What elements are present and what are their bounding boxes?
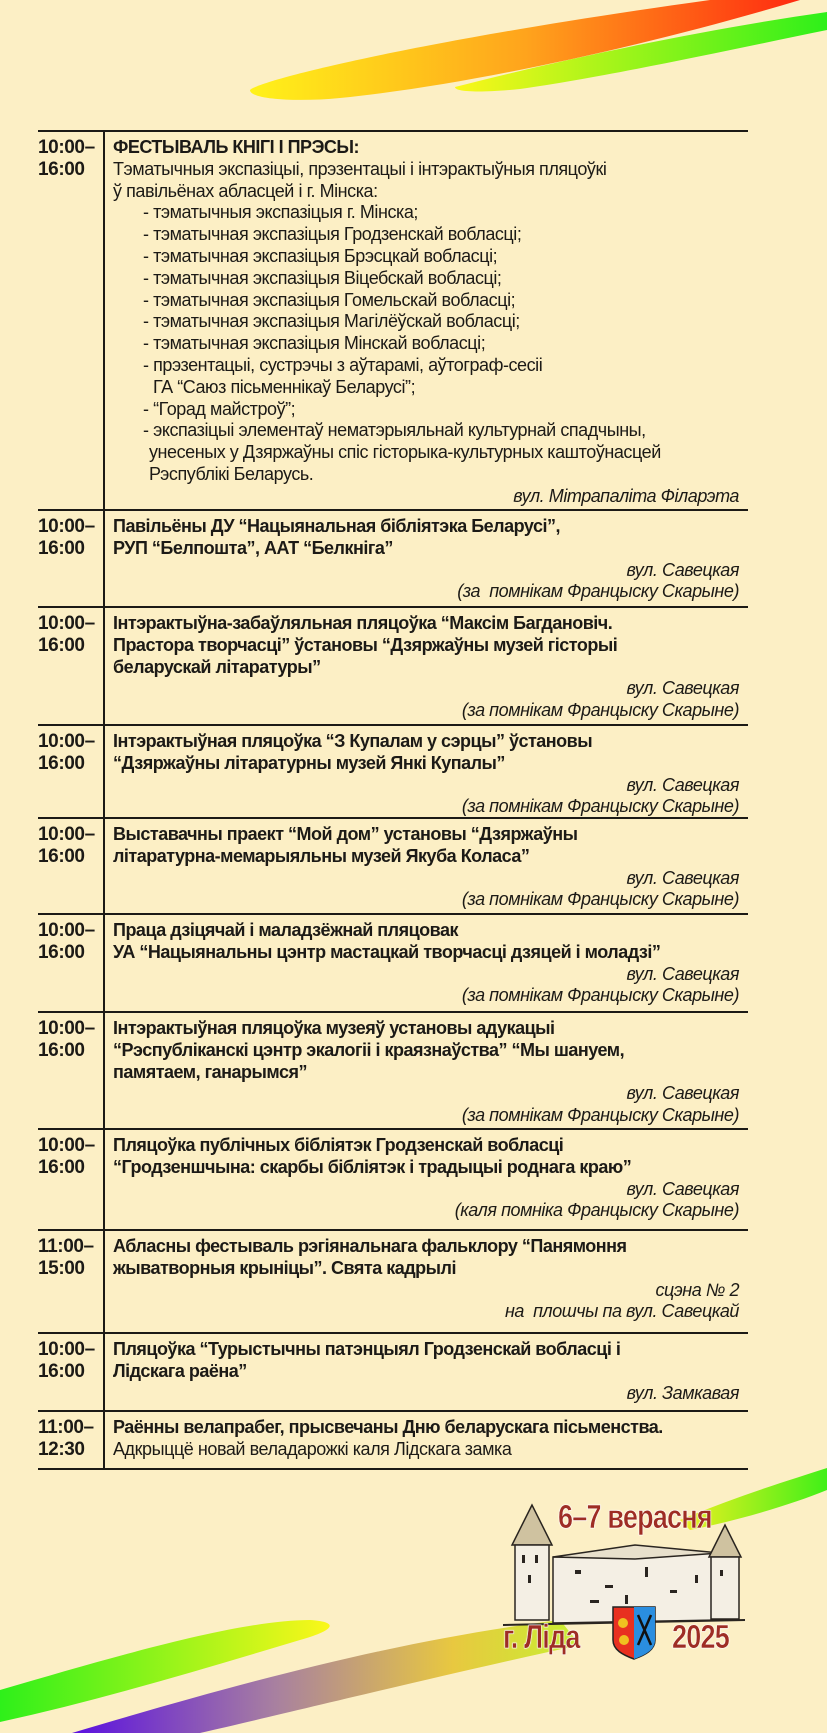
event-title-line: “Дзяржаўны літаратурны музей Янкі Купалы” xyxy=(113,752,505,773)
event-location: на плошчы па вул. Савецкай xyxy=(504,1301,739,1322)
event-heading: ФЕСТЫВАЛЬ КНІГІ І ПРЭСЫ: xyxy=(113,137,359,157)
event-list-item: - тэматычныя экспазіцыя г. Мінска; xyxy=(143,202,418,223)
event-location: (за помнікам Францыску Скарыне) xyxy=(461,1105,739,1126)
event-title-line: жыватворныя крыніцы”. Свята кадрылі xyxy=(113,1257,456,1278)
event-list-item: - тэматычная экспазіцыя Мінскай вобласці; xyxy=(143,333,486,354)
event-title-line: РУП “Белпошта”, ААТ “Белкніга” xyxy=(113,537,393,558)
event-details xyxy=(104,1135,748,1225)
event-list-item: - прэзентацыі, сустрэчы з аўтарамі, аўтограф-сесіі xyxy=(143,354,543,375)
event-location: (за помнікам Францыску Скарыне) xyxy=(461,889,739,910)
event-location: (каля помніка Францыску Скарыне) xyxy=(454,1200,739,1221)
festival-dates: 6–7 верасня xyxy=(558,1498,712,1535)
event-list-item-continuation: унесеных у Дзяржаўны спіс гісторыка-культурных каштоўнасцей xyxy=(149,442,661,463)
start-time: 10:00– xyxy=(38,137,95,158)
event-time xyxy=(38,516,104,602)
end-time: 16:00 xyxy=(38,942,85,963)
event-details xyxy=(104,516,748,602)
end-time: 16:00 xyxy=(38,753,85,774)
event-location: вул. Мітрапаліта Філарэта xyxy=(513,485,739,506)
event-list-item-continuation: ГА “Саюз пісьменнікаў Беларусі”; xyxy=(153,376,416,397)
end-time: 16:00 xyxy=(38,846,85,867)
event-title-line: Інтэрактыўная пляцоўка музеяў установы адукацыі xyxy=(113,1018,555,1038)
event-details xyxy=(104,824,748,909)
event-row xyxy=(38,1334,748,1412)
start-time: 10:00– xyxy=(38,1018,95,1039)
event-row xyxy=(38,608,748,726)
event-location: вул. Савецкая xyxy=(626,867,739,888)
event-description-line: ў павільёнах абласцей і г. Мінска: xyxy=(113,180,378,201)
event-details xyxy=(104,1339,748,1406)
event-time xyxy=(38,137,104,505)
end-time: 16:00 xyxy=(38,159,85,180)
event-location: вул. Савецкая xyxy=(626,1083,739,1104)
event-time xyxy=(38,1236,104,1328)
event-title-line: “Гродзеншчына: скарбы бібліятэк і традыцыі роднага краю” xyxy=(113,1156,632,1177)
event-row xyxy=(38,132,748,511)
event-list-item: - тэматычная экспазіцыя Гомельскай вобласці; xyxy=(143,289,516,310)
event-row xyxy=(38,819,748,915)
event-details xyxy=(104,920,748,1007)
event-time xyxy=(38,920,104,1007)
end-time: 16:00 xyxy=(38,635,85,656)
end-time: 15:00 xyxy=(38,1258,85,1279)
event-title-line: Лідскага раёна” xyxy=(113,1360,247,1381)
event-list-item: - тэматычная экспазіцыя Магілёўскай вобласці; xyxy=(143,311,520,332)
event-row xyxy=(38,726,748,819)
event-schedule xyxy=(38,130,748,1470)
event-time xyxy=(38,1018,104,1124)
event-details xyxy=(104,1417,748,1464)
event-location: вул. Савецкая xyxy=(626,1178,739,1199)
end-time: 12:30 xyxy=(38,1439,85,1460)
event-title-line: “Рэспубліканскі цэнтр экалогіі і краязнаўства” “Мы шануем, xyxy=(113,1039,625,1060)
event-list-item: - тэматычная экспазіцыя Гродзенскай вобласці; xyxy=(143,224,522,245)
event-time xyxy=(38,824,104,909)
event-location: вул. Савецкая xyxy=(626,678,739,699)
event-title-line: літаратурна-мемарыяльны музей Якуба Коласа” xyxy=(113,845,530,866)
event-title-line: Абласны фестываль рэгіянальнага фальклору “Панямоння xyxy=(113,1236,627,1256)
event-time xyxy=(38,731,104,813)
event-location: вул. Савецкая xyxy=(626,559,739,580)
end-time: 16:00 xyxy=(38,538,85,559)
event-location: (за помнікам Францыску Скарыне) xyxy=(461,796,739,817)
festival-city: г. Ліда xyxy=(503,1618,580,1655)
end-time: 16:00 xyxy=(38,1157,85,1178)
event-details xyxy=(104,137,748,505)
event-list-item: - тэматычная экспазіцыя Віцебскай вобласці; xyxy=(143,267,502,288)
event-list-item: - тэматычная экспазіцыя Брэсцкай вобласці; xyxy=(143,245,498,266)
start-time: 10:00– xyxy=(38,613,95,634)
festival-logo xyxy=(495,1495,755,1665)
event-title-line: Пляцоўка “Турыстычны патэнцыял Гродзенскай вобласці і xyxy=(113,1339,621,1359)
event-location: (за помнікам Францыску Скарыне) xyxy=(461,700,739,721)
start-time: 11:00– xyxy=(38,1236,94,1257)
event-row xyxy=(38,1231,748,1334)
event-location: вул. Замкавая xyxy=(626,1382,739,1403)
event-list-item: - “Горад майстроў”; xyxy=(143,398,296,419)
event-title-line: Прастора творчасці” ўстановы “Дзяржаўны музей гісторыі xyxy=(113,634,618,655)
event-time xyxy=(38,1135,104,1225)
start-time: 10:00– xyxy=(38,1135,95,1156)
event-title-line: УА “Нацыянальны цэнтр мастацкай творчасці дзяцей і моладзі” xyxy=(113,941,661,962)
event-title-line: Павільёны ДУ “Нацыянальная бібліятэка Беларусі”, xyxy=(113,516,560,536)
start-time: 10:00– xyxy=(38,731,95,752)
event-details xyxy=(104,731,748,817)
start-time: 10:00– xyxy=(38,920,95,941)
event-description-line: Тэматычныя экспазіцыі, прэзентацыі і інтэрактыўныя пляцоўкі xyxy=(113,158,607,179)
event-title-line: Інтэрактыўна-забаўляльная пляцоўка “Максім Багдановіч. xyxy=(113,613,613,633)
end-time: 16:00 xyxy=(38,1361,85,1382)
event-location: вул. Савецкая xyxy=(626,774,739,795)
event-time xyxy=(38,1339,104,1406)
event-list-item-continuation: Рэспублікі Беларусь. xyxy=(149,463,314,484)
festival-year: 2025 xyxy=(672,1618,729,1655)
end-time: 16:00 xyxy=(38,1040,85,1061)
event-row xyxy=(38,1130,748,1231)
start-time: 10:00– xyxy=(38,1339,95,1360)
event-time xyxy=(38,1417,104,1464)
event-details xyxy=(104,1236,748,1328)
event-title-line: Праца дзіцячай і маладзёжнай пляцовак xyxy=(113,920,458,940)
event-location: сцэна № 2 xyxy=(655,1279,739,1300)
start-time: 10:00– xyxy=(38,516,95,537)
event-title-line: памятаем, ганарымся” xyxy=(113,1061,307,1082)
event-location: (за помнікам Францыску Скарыне) xyxy=(461,985,739,1006)
event-title-line: беларускай літаратуры” xyxy=(113,656,321,677)
event-title-line: Раённы велапрабег, прысвечаны Дню беларускага пісьменства. xyxy=(113,1417,663,1437)
event-details xyxy=(104,1018,748,1124)
start-time: 11:00– xyxy=(38,1417,94,1438)
event-description-line: Адкрыццё новай веладарожкі каля Лідскага замка xyxy=(113,1438,512,1459)
event-title-line: Выставачны праект “Мой дом” установы “Дзяржаўны xyxy=(113,824,578,844)
city-coat-of-arms-icon xyxy=(613,1607,655,1659)
event-row xyxy=(38,1013,748,1130)
event-location: вул. Савецкая xyxy=(626,963,739,984)
event-row xyxy=(38,1412,748,1470)
event-row xyxy=(38,915,748,1013)
event-title-line: Пляцоўка публічных бібліятэк Гродзенскай вобласці xyxy=(113,1135,564,1155)
event-details xyxy=(104,613,748,720)
event-time xyxy=(38,613,104,720)
event-list-item: - экспазіцыі элементаў нематэрыяльнай культурнай спадчыны, xyxy=(143,420,646,441)
event-title-line: Інтэрактыўная пляцоўка “З Купалам у сэрцы” ўстановы xyxy=(113,731,593,751)
event-location: (за помнікам Францыску Скарыне) xyxy=(457,581,739,602)
start-time: 10:00– xyxy=(38,824,95,845)
event-row xyxy=(38,511,748,608)
